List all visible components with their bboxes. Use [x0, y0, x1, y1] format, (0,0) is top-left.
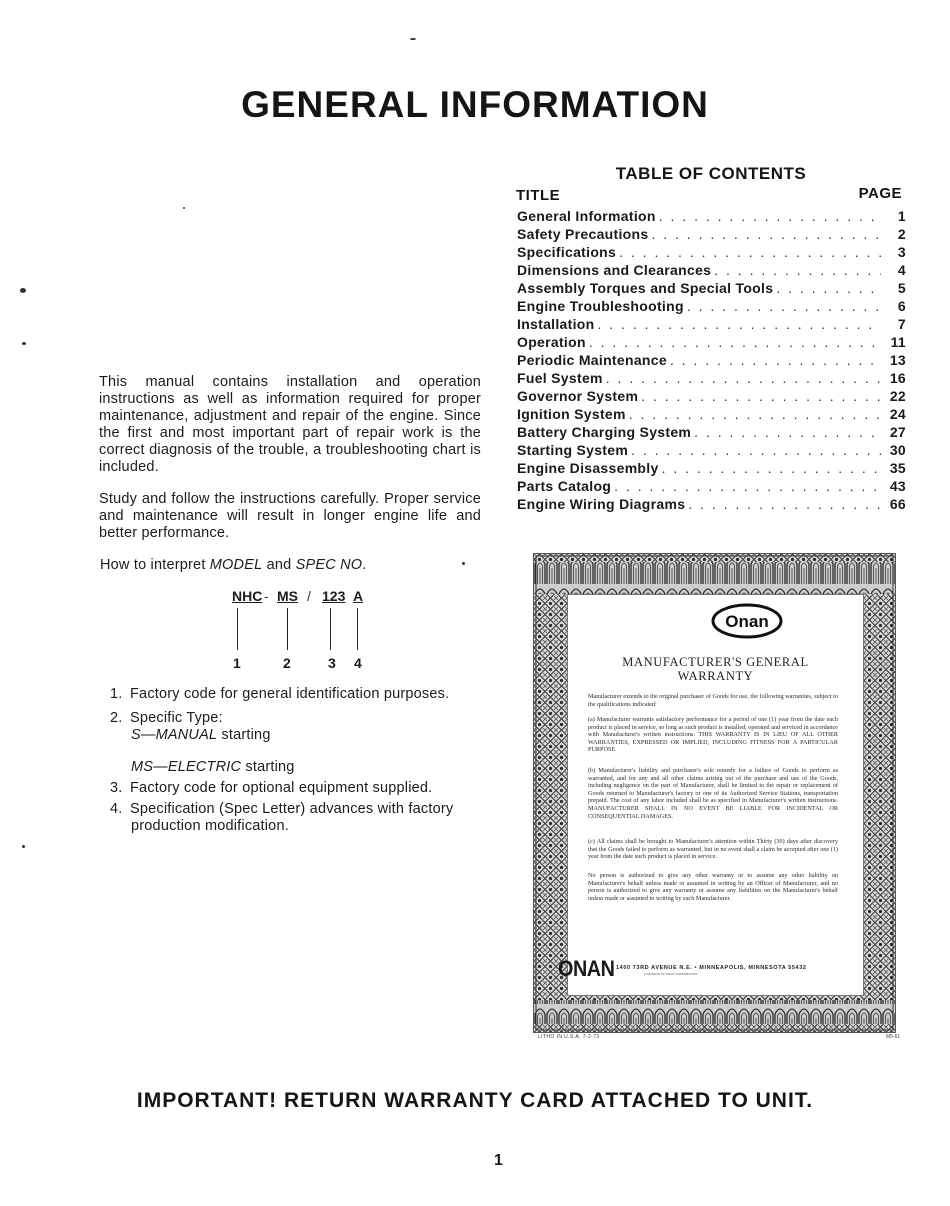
- toc-entry-title: Operation: [517, 334, 586, 350]
- explanation-text: Factory code for optional equipment supplied.: [130, 780, 433, 796]
- toc-entry-page: 30: [889, 442, 906, 458]
- toc-entry-page: 3: [897, 244, 906, 260]
- toc-leader-dots: [776, 279, 881, 297]
- toc-entry-page: 27: [889, 424, 906, 440]
- toc-entry-page: 11: [890, 334, 906, 350]
- model-code-part-4: A: [353, 588, 364, 604]
- toc-entry: [517, 351, 906, 369]
- toc-entry-title: General Information: [517, 208, 656, 224]
- model-code-diagram: [200, 588, 400, 678]
- warranty-address: 1400 73RD AVENUE N.E. • MINNEAPOLIS, MINNESOTA 55432: [616, 965, 807, 971]
- toc-entry: [517, 459, 906, 477]
- model-code-part-1: NHC: [232, 588, 263, 604]
- type-manual-text: starting: [217, 727, 271, 743]
- warranty-certificate: [533, 553, 896, 1033]
- toc-leader-dots: [651, 225, 881, 243]
- warranty-clause-c: (c) All claims shall be brought to Manufacturer's attention within Thirty (30) days after discovery that the Goods failed to perform as warranted, but in no event shall a claim be accepted after one (1) year from the date such product is placed in service.: [588, 838, 838, 861]
- toc-entry-title: Parts Catalog: [517, 478, 612, 494]
- onan-logo: [711, 603, 783, 639]
- warranty-clause-b: (b) Manufacturer's liability and purchaser's sole remedy for a failure of Goods to perform as warranted, and for any and all other claims arising out of the purchase and use of the Goods, including negligence on the part of Manufacturer, shall be limited to the repair or replacement of Goods returned to Manufacturer's factory or one of its Authorized Service Stations, transportation prepaid. The cost of any labor included shall be as specified in Manufacturer's written instructions. MANUFACTURER SHALL IN NO EVENT BE LIABLE FOR INCIDENTAL OR CONSEQUENTIAL DAMAGES.: [588, 767, 838, 820]
- toc-entry: [517, 423, 906, 441]
- explanation-number: 1.: [110, 686, 123, 702]
- explanation-number: 4.: [110, 801, 123, 817]
- toc-list: [517, 207, 906, 513]
- toc-entry-title: Battery Charging System: [517, 424, 692, 440]
- onan-logo-text: Onan: [725, 612, 769, 631]
- warranty-intro: Manufacturer extends to the original purchaser of Goods for use, the following warranties, subject to the qualifications indicated:: [588, 693, 838, 708]
- model-heading-and: and: [262, 557, 296, 573]
- toc-entry-title: Ignition System: [517, 406, 626, 422]
- model-code-part-2: MS: [277, 588, 298, 604]
- toc-entry: [517, 279, 906, 297]
- toc-entry-page: 4: [897, 262, 906, 278]
- warranty-text-panel: [567, 594, 864, 996]
- toc-entry-title: Assembly Torques and Special Tools: [517, 280, 774, 296]
- toc-entry: [517, 387, 906, 405]
- warranty-clause-a: (a) Manufacturer warrants satisfactory performance for a period of one (1) year from the date each product is placed in service, so long as such product is installed, operated and serviced in accordance with Manufacturer's written instructions. THIS WARRANTY IS IN LIEU OF ALL OTHER WARRANTIES, EXPRESSED OR IMPLIED, INCLUDING FITNESS FOR A PARTICULAR PURPOSE.: [588, 716, 838, 754]
- toc-entry-page: 24: [889, 406, 906, 422]
- toc-leader-dots: [614, 477, 881, 495]
- model-heading-prefix: How to interpret: [100, 557, 210, 573]
- toc-entry-page: 13: [889, 352, 906, 368]
- scan-speck: [462, 562, 465, 565]
- type-manual-line: [131, 727, 271, 743]
- toc-leader-dots: [687, 297, 881, 315]
- explanation-text: Factory code for general identification purposes.: [130, 686, 450, 702]
- warranty-title-line-1: MANUFACTURER'S GENERAL: [622, 655, 809, 669]
- toc-entry: [517, 225, 906, 243]
- toc-entry: [517, 297, 906, 315]
- warranty-print-code: LITHO IN U.S.A. 7-2-73: [538, 1034, 600, 1040]
- toc-entry: [517, 261, 906, 279]
- model-code-line-4: [357, 608, 358, 650]
- model-heading-model: MODEL: [209, 557, 263, 573]
- toc-entry: [517, 477, 906, 495]
- toc-entry-title: Installation: [517, 316, 595, 332]
- toc-leader-dots: [694, 423, 881, 441]
- model-code-separator-2: /: [307, 588, 311, 604]
- scan-speck: [410, 38, 416, 40]
- toc-entry-title: Starting System: [517, 442, 629, 458]
- page-number: 1: [494, 1152, 503, 1169]
- toc-entry-title: Governor System: [517, 388, 639, 404]
- page-title: GENERAL INFORMATION: [241, 84, 709, 125]
- toc-entry: [517, 207, 906, 225]
- toc-entry-title: Fuel System: [517, 370, 603, 386]
- warranty-title: [568, 655, 863, 683]
- toc-leader-dots: [619, 243, 881, 261]
- toc-leader-dots: [589, 333, 881, 351]
- toc-entry-page: 5: [897, 280, 906, 296]
- intro-paragraph: This manual contains installation and operation instructions as well as information required for proper maintenance, adjustment and repair of the engine. Since the first and most important part of repair work is the correct diagnosis of the trouble, a troubleshooting chart is included.: [99, 374, 481, 475]
- scan-speck: [20, 288, 26, 293]
- toc-leader-dots: [659, 207, 881, 225]
- study-paragraph: Study and follow the instructions carefully. Proper service and maintenance will result in longer engine life and better performance.: [99, 491, 481, 541]
- toc-leader-dots: [670, 351, 881, 369]
- toc-entry: [517, 441, 906, 459]
- toc-entry-title: Specifications: [517, 244, 617, 260]
- toc-leader-dots: [606, 369, 881, 387]
- warranty-clause-d: No person is authorized to give any other warranty or to assume any other liability on Manufacturer's behalf unless made or assumed in writing by an Officer of Manufacturer, and no person is authorized to give any warranty or assume any liabilities on the Manufacturer's behalf unless made or assumed in writing by such Manufacturer.: [588, 872, 838, 902]
- toc-entry-page: 2: [897, 226, 906, 242]
- explanation-text: Specification (Spec Letter) advances with factory: [130, 801, 454, 817]
- model-code-number-1: 1: [233, 655, 241, 671]
- model-code-part-3: 123: [322, 588, 346, 604]
- toc-column-page: PAGE: [858, 185, 902, 202]
- type-electric-code: MS—ELECTRIC: [131, 759, 242, 775]
- toc-entry: [517, 369, 906, 387]
- warranty-title-line-2: WARRANTY: [677, 669, 754, 683]
- explanation-item-1: [110, 686, 449, 702]
- toc-entry-title: Dimensions and Clearances: [517, 262, 712, 278]
- toc-entry: [517, 405, 906, 423]
- warranty-brand: ONAN: [558, 956, 615, 981]
- model-code-line-1: [237, 608, 238, 650]
- toc-entry: [517, 333, 906, 351]
- explanation-item-3: [110, 780, 432, 796]
- type-electric-line: [131, 759, 295, 775]
- model-code-line-2: [287, 608, 288, 650]
- toc-entry-page: 43: [889, 478, 906, 494]
- scan-speck: [22, 342, 26, 345]
- toc-entry-page: 35: [889, 460, 906, 476]
- explanation-number: 2.: [110, 710, 123, 726]
- scan-speck: [22, 845, 25, 848]
- toc-entry-page: 22: [889, 388, 906, 404]
- toc-entry: [517, 495, 906, 513]
- toc-entry-page: 6: [897, 298, 906, 314]
- explanation-item-2: [110, 710, 223, 726]
- scan-speck: [183, 207, 185, 209]
- toc-entry-title: Safety Precautions: [517, 226, 649, 242]
- model-code-separator-1: -: [264, 588, 269, 604]
- model-code-number-4: 4: [354, 655, 362, 671]
- explanation-text: Specific Type:: [130, 710, 223, 726]
- toc-entry-page: 1: [897, 208, 906, 224]
- explanation-item-4-continued: production modification.: [131, 818, 289, 834]
- toc-entry-page: 7: [897, 316, 906, 332]
- toc-leader-dots: [662, 459, 881, 477]
- toc-entry-title: Engine Disassembly: [517, 460, 659, 476]
- toc-leader-dots: [598, 315, 882, 333]
- model-code-line-3: [330, 608, 331, 650]
- toc-leader-dots: [714, 261, 881, 279]
- toc-entry-page: 66: [889, 496, 906, 512]
- warranty-address-sub: A DIVISION OF ONAN CORPORATION: [644, 972, 698, 976]
- warranty-form-code: M5-61: [886, 1034, 901, 1040]
- type-manual-code: S—MANUAL: [131, 727, 218, 743]
- toc-entry-title: Engine Wiring Diagrams: [517, 496, 686, 512]
- toc-leader-dots: [629, 405, 881, 423]
- toc-entry-page: 16: [889, 370, 906, 386]
- toc-entry-title: Periodic Maintenance: [517, 352, 667, 368]
- toc-column-title: TITLE: [516, 187, 561, 204]
- toc-leader-dots: [631, 441, 881, 459]
- model-heading: [100, 557, 367, 573]
- toc-entry-title: Engine Troubleshooting: [517, 298, 684, 314]
- toc-entry: [517, 315, 906, 333]
- important-notice: IMPORTANT! RETURN WARRANTY CARD ATTACHED TO UNIT.: [136, 1089, 814, 1112]
- explanation-item-4: [110, 801, 453, 817]
- model-heading-suffix: .: [362, 557, 367, 573]
- toc-leader-dots: [688, 495, 881, 513]
- explanation-number: 3.: [110, 780, 123, 796]
- type-electric-text: starting: [241, 759, 295, 775]
- toc-leader-dots: [641, 387, 881, 405]
- toc-entry: [517, 243, 906, 261]
- model-code-number-2: 2: [283, 655, 291, 671]
- toc-heading: TABLE OF CONTENTS: [615, 164, 807, 183]
- model-heading-spec: SPEC NO: [295, 557, 363, 573]
- model-code-number-3: 3: [328, 655, 336, 671]
